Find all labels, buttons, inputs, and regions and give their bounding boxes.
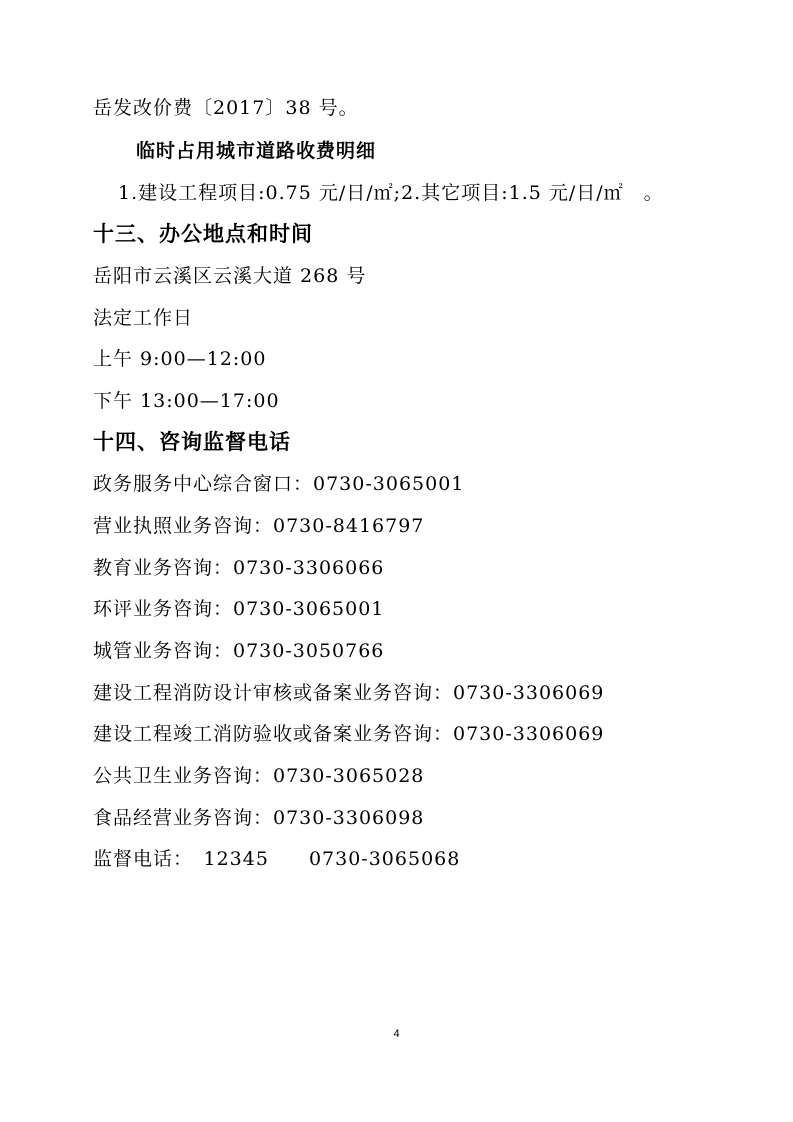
fee-detail-text: 1.建设工程项目:0.75 元/日/㎡;2.其它项目:1.5 元/日/㎡ 。 [118, 182, 664, 204]
phone-public-health: 公共卫生业务咨询：0730-3065028 [93, 765, 425, 787]
office-hours-morning: 上午 9:00—12:00 [93, 348, 267, 370]
phone-education: 教育业务咨询：0730-3306066 [93, 557, 385, 579]
fee-detail-title: 临时占用城市道路收费明细 [136, 140, 377, 162]
phone-urban-management: 城管业务咨询：0730-3050766 [93, 640, 385, 662]
phone-service-center: 政务服务中心综合窗口：0730-3065001 [93, 473, 465, 495]
office-workday: 法定工作日 [93, 307, 194, 329]
phone-supervision: 监督电话： 12345 0730-3065068 [93, 848, 461, 870]
phone-fire-acceptance: 建设工程竣工消防验收或备案业务咨询：0730-3306069 [93, 723, 605, 745]
phone-business-license: 营业执照业务咨询：0730-8416797 [93, 515, 425, 537]
phone-food-business: 食品经营业务咨询：0730-3306098 [93, 807, 425, 829]
section-13-heading: 十三、办公地点和时间 [93, 222, 313, 246]
section-14-heading: 十四、咨询监督电话 [93, 430, 291, 454]
office-hours-afternoon: 下午 13:00—17:00 [93, 390, 280, 412]
phone-fire-design: 建设工程消防设计审核或备案业务咨询：0730-3306069 [93, 682, 605, 704]
text-continuation: 岳发改价费〔2017〕38 号。 [93, 97, 359, 119]
phone-eia: 环评业务咨询：0730-3065001 [93, 598, 385, 620]
page-number: 4 [393, 1028, 400, 1040]
office-address: 岳阳市云溪区云溪大道 268 号 [93, 265, 367, 287]
